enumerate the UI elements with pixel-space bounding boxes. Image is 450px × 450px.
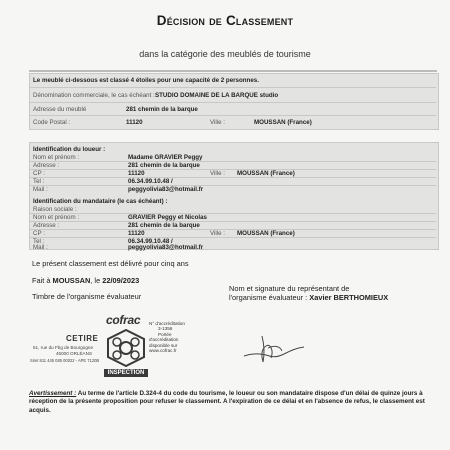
cetire-line3: Siret 811 445 085 00022 - APE 7120B [30,358,100,363]
loueur-name-value: Madame GRAVIER Peggy [128,154,203,161]
page-title: Décision de Classement [156,13,294,28]
classification-box [29,73,439,130]
postal-label: Code Postal : [33,119,71,126]
made-at-le: , le [90,276,101,285]
divider [30,185,436,186]
city-value: MOUSSAN (France) [254,119,312,126]
mandataire-city-value: MOUSSAN (France) [237,230,295,237]
cofrac-hexagon-icon [106,329,146,367]
made-at-line [32,276,139,285]
cetire-line1: 51, rue du Fbg de Bourgogne [33,345,94,350]
cofrac-portee1: Portée [158,331,172,337]
mandataire-tel-value: 06.34.99.10.48 / [128,238,173,245]
loueur-city-value: MOUSSAN (France) [237,170,295,177]
postal-value: 11120 [126,119,143,126]
identification-box [29,142,439,250]
made-at-place: MOUSSAN [52,276,91,285]
mandataire-name-label: Nom et prénom : [33,214,80,221]
divider [30,115,436,116]
address-value: 281 chemin de la barque [126,106,198,113]
cofrac-portee2: d'accréditation [149,337,179,343]
denomination-value: STUDIO DOMAINE DE LA BARQUE studio [155,92,279,99]
divider [30,177,436,178]
mandataire-address-value: 281 chemin de la barque [128,222,200,229]
signature-name: Xavier BERTHOMIEUX [309,293,389,302]
mandataire-raison-label: Raison sociale : [33,206,77,213]
footer-warning [29,390,439,415]
mandataire-mail-label: Mail : [33,244,48,251]
divider [30,237,436,238]
cofrac-text: cofrac [106,313,141,327]
mandataire-tel-label: Tel : [33,238,45,245]
cofrac-accreditation: N° d'accréditation [149,321,185,326]
stamp-label: Timbre de l'organisme évaluateur [32,292,142,301]
mandataire-heading: Identification du mandataire (le cas échéant) : [33,198,168,205]
mandataire-address-label: Adresse : [33,222,60,229]
cofrac-url: www.cofrac.fr [149,348,177,354]
loueur-cp-value: 11120 [128,170,145,177]
cetire-line2: 45000 ORLÉANS [56,351,93,356]
divider [30,169,436,170]
divider [30,161,436,162]
made-at-prefix: Fait à [32,276,51,285]
footer-text: Au terme de l'article D.324-4 du code du tourisme, le loueur ou son mandataire dispose d'un délai de quinze jours à réception de la présente proposition pour refuser le classement. A l'expiration de ce délai et en l'absence de refus, le classement est acquis. [29,390,425,414]
classification-statement: Le meublé ci-dessous est classé 4 étoiles pour une capacité de 2 personnes. [33,77,259,84]
loueur-tel-label: Tel : [33,178,45,185]
mandataire-name-value: GRAVIER Peggy et Nicolas [128,214,207,221]
loueur-address-label: Adresse : [33,162,60,169]
box-top-divider [29,70,437,72]
footer-label: Avertissement : [29,390,77,397]
signature-label-2 [229,293,388,302]
cofrac-accreditation-block [149,321,185,353]
mandataire-mail-value: peggyolivia83@hotmail.fr [128,244,204,251]
loueur-cp-label: CP : [33,170,45,177]
signature-label-2-prefix: l'organisme évaluateur : [229,293,308,302]
page-subtitle: dans la catégorie des meublés de tourisme [139,49,311,59]
divider [30,87,436,88]
mandataire-city-label: Ville : [210,230,226,237]
divider [30,213,436,214]
made-at-date: 22/09/2023 [102,276,140,285]
city-label: Ville : [210,119,226,126]
address-label: Adresse du meublé [33,106,87,113]
loueur-tel-value: 06.34.99.10.48 / [128,178,173,185]
denomination-label: Dénomination commerciale, le cas échéant : [33,92,155,99]
loueur-address-value: 281 chemin de la barque [128,162,200,169]
cofrac-portee3: disponible sur [149,342,178,348]
divider [30,229,436,230]
loueur-mail-label: Mail : [33,186,48,193]
cofrac-number: 3-1356 [158,326,173,332]
cofrac-inspection-label: INSPECTION [104,369,148,377]
loueur-mail-value: peggyolivia83@hotmail.fr [128,186,204,193]
loueur-city-label: Ville : [210,170,226,177]
mandataire-cp-value: 11120 [128,230,145,237]
cetire-name: CETIRE [66,334,99,343]
mandataire-cp-label: CP : [33,230,45,237]
loueur-name-label: Nom et prénom : [33,154,80,161]
divider [30,102,436,103]
loueur-heading: Identification du loueur : [33,146,106,153]
signature-drawing [240,328,310,368]
signature-label-1: Nom et signature du représentant de [229,284,350,293]
validity-text: Le présent classement est délivré pour cinq ans [32,259,189,268]
divider [30,221,436,222]
